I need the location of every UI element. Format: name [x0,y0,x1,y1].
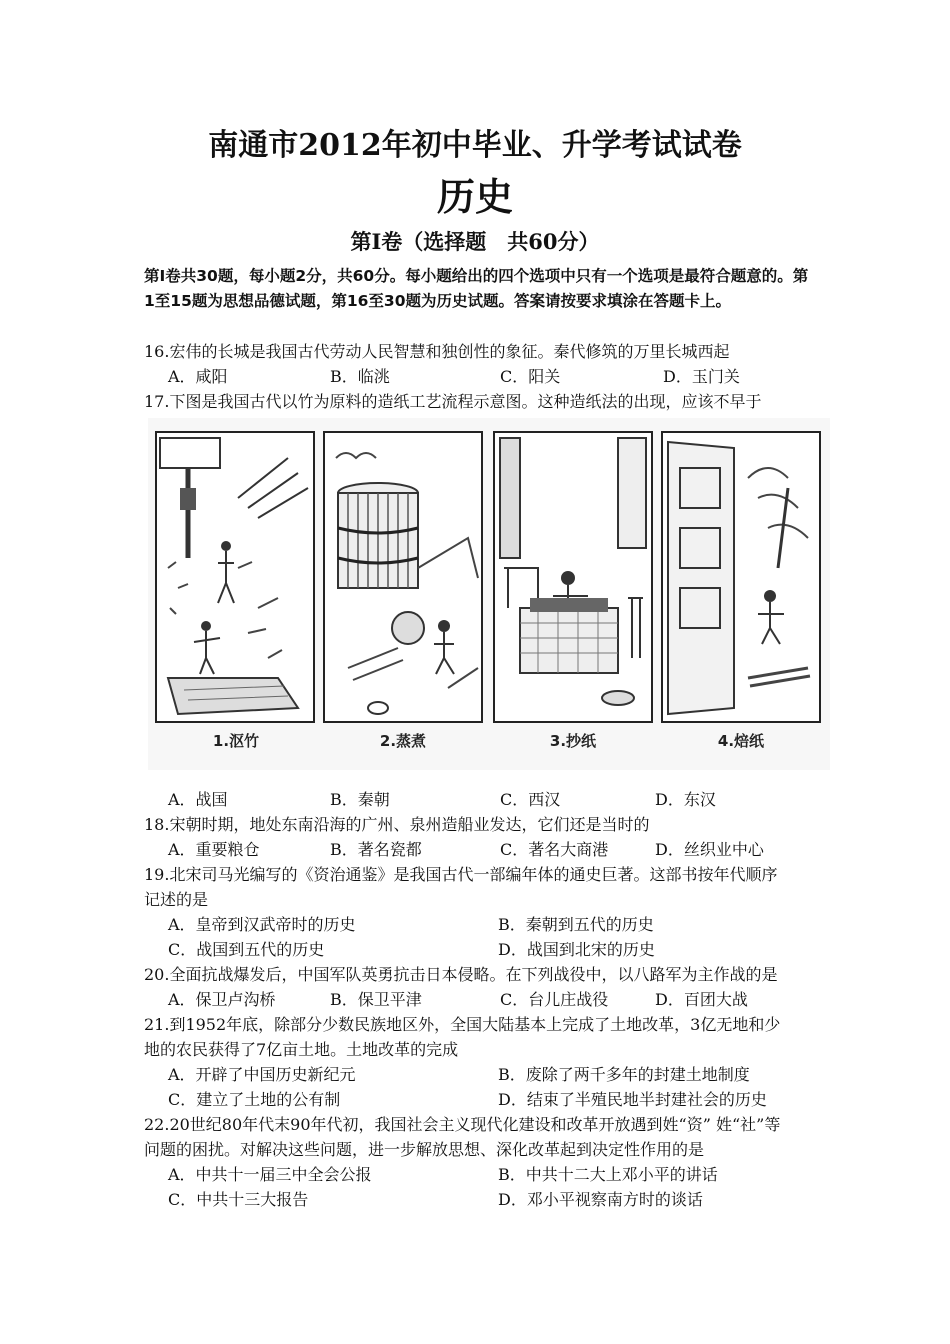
question-22-stem-line-2: 问题的困扰。对解决这些问题，进一步解放思想、深化改革起到决定性作用的是 [144,1140,705,1159]
q21-option-c: C．建立了土地的公有制 [168,1090,341,1109]
question-18-stem: 18.宋朝时期，地处东南沿海的广州、泉州造船业发达，它们还是当时的 [144,815,650,834]
q20-option-c: C．台儿庄战役 [500,990,609,1009]
q20-option-b: B．保卫平津 [330,990,422,1009]
papermaking-process-figure [148,418,830,770]
panel-4-caption: 4.焙纸 [717,732,765,750]
panel-1-illustration [156,432,314,722]
panel-2-illustration [324,432,482,722]
q16-option-c: C．阳关 [500,367,561,386]
question-19-stem-line-1: 19.北宋司马光编写的《资治通鉴》是我国古代一部编年体的通史巨著。这部书按年代顺序 [144,865,778,884]
q19-option-a: A．皇帝到汉武帝时的历史 [168,915,356,934]
q22-option-c: C．中共十三大报告 [168,1190,309,1209]
q16-option-d: D．玉门关 [663,367,740,386]
q17-option-c: C．西汉 [500,790,561,809]
q21-option-d: D．结束了半殖民地半封建社会的历史 [498,1090,767,1109]
q19-option-c: C．战国到五代的历史 [168,940,325,959]
subject-title: 历史 [436,174,513,219]
q16-option-b: B．临洮 [330,367,390,386]
question-19-stem-line-2: 记述的是 [144,890,209,909]
question-21-stem-line-2: 地的农民获得了7亿亩土地。土地改革的完成 [144,1040,459,1059]
q16-option-a: A．咸阳 [168,367,228,386]
q22-option-b: B．中共十二大上邓小平的讲话 [498,1165,718,1184]
q17-option-a: A．战国 [168,790,228,809]
section-title: 第Ⅰ卷（选择题 共60分） [350,229,600,254]
question-21-stem-line-1: 21.到1952年底，除部分少数民族地区外，全国大陆基本上完成了土地改革，3亿无地和少 [144,1015,781,1034]
q22-option-a: A．中共十一届三中全会公报 [168,1165,372,1184]
panel-4-illustration [662,432,820,722]
question-20-stem: 20.全面抗战爆发后，中国军队英勇抗击日本侵略。在下列战役中，以八路军为主作战的是 [144,965,778,984]
q18-option-b: B．著名瓷都 [330,840,422,859]
panel-3-illustration [494,432,652,722]
panel-1-caption: 1.沤竹 [212,732,260,750]
q21-option-a: A．开辟了中国历史新纪元 [168,1065,356,1084]
question-17-stem: 17.下图是我国古代以竹为原料的造纸工艺流程示意图。这种造纸法的出现，应该不早于 [144,392,762,411]
q17-option-b: B．秦朝 [330,790,390,809]
panel-2-caption: 2.蒸煮 [379,732,427,750]
q19-option-d: D．战国到北宋的历史 [498,940,655,959]
section-instructions: 第Ⅰ卷共30题，每小题2分，共60分。每小题给出的四个选项中只有一个选项是最符合题意的。第1至15题为思想品德试题，第16至30题为历史试题。答案请按要求填涂在答题卡上。 [144,267,809,310]
q18-option-d: D．丝织业中心 [655,840,764,859]
q22-option-d: D．邓小平视察南方时的谈话 [498,1190,703,1209]
q19-option-b: B．秦朝到五代的历史 [498,915,654,934]
q20-option-a: A．保卫卢沟桥 [168,990,276,1009]
panel-3-caption: 3.抄纸 [549,732,597,750]
q18-option-c: C．著名大商港 [500,840,609,859]
q21-option-b: B．废除了两千多年的封建土地制度 [498,1065,750,1084]
q20-option-d: D．百团大战 [655,990,748,1009]
q18-option-a: A．重要粮仓 [168,840,260,859]
exam-title: 南通市2012年初中毕业、升学考试试卷 [208,128,742,163]
q17-option-d: D．东汉 [655,790,716,809]
question-22-stem-line-1: 22.20世纪80年代末90年代初，我国社会主义现代化建设和改革开放遇到姓“资” 姓“社”等 [144,1115,781,1134]
question-16-stem: 16.宏伟的长城是我国古代劳动人民智慧和独创性的象征。秦代修筑的万里长城西起 [144,342,730,361]
